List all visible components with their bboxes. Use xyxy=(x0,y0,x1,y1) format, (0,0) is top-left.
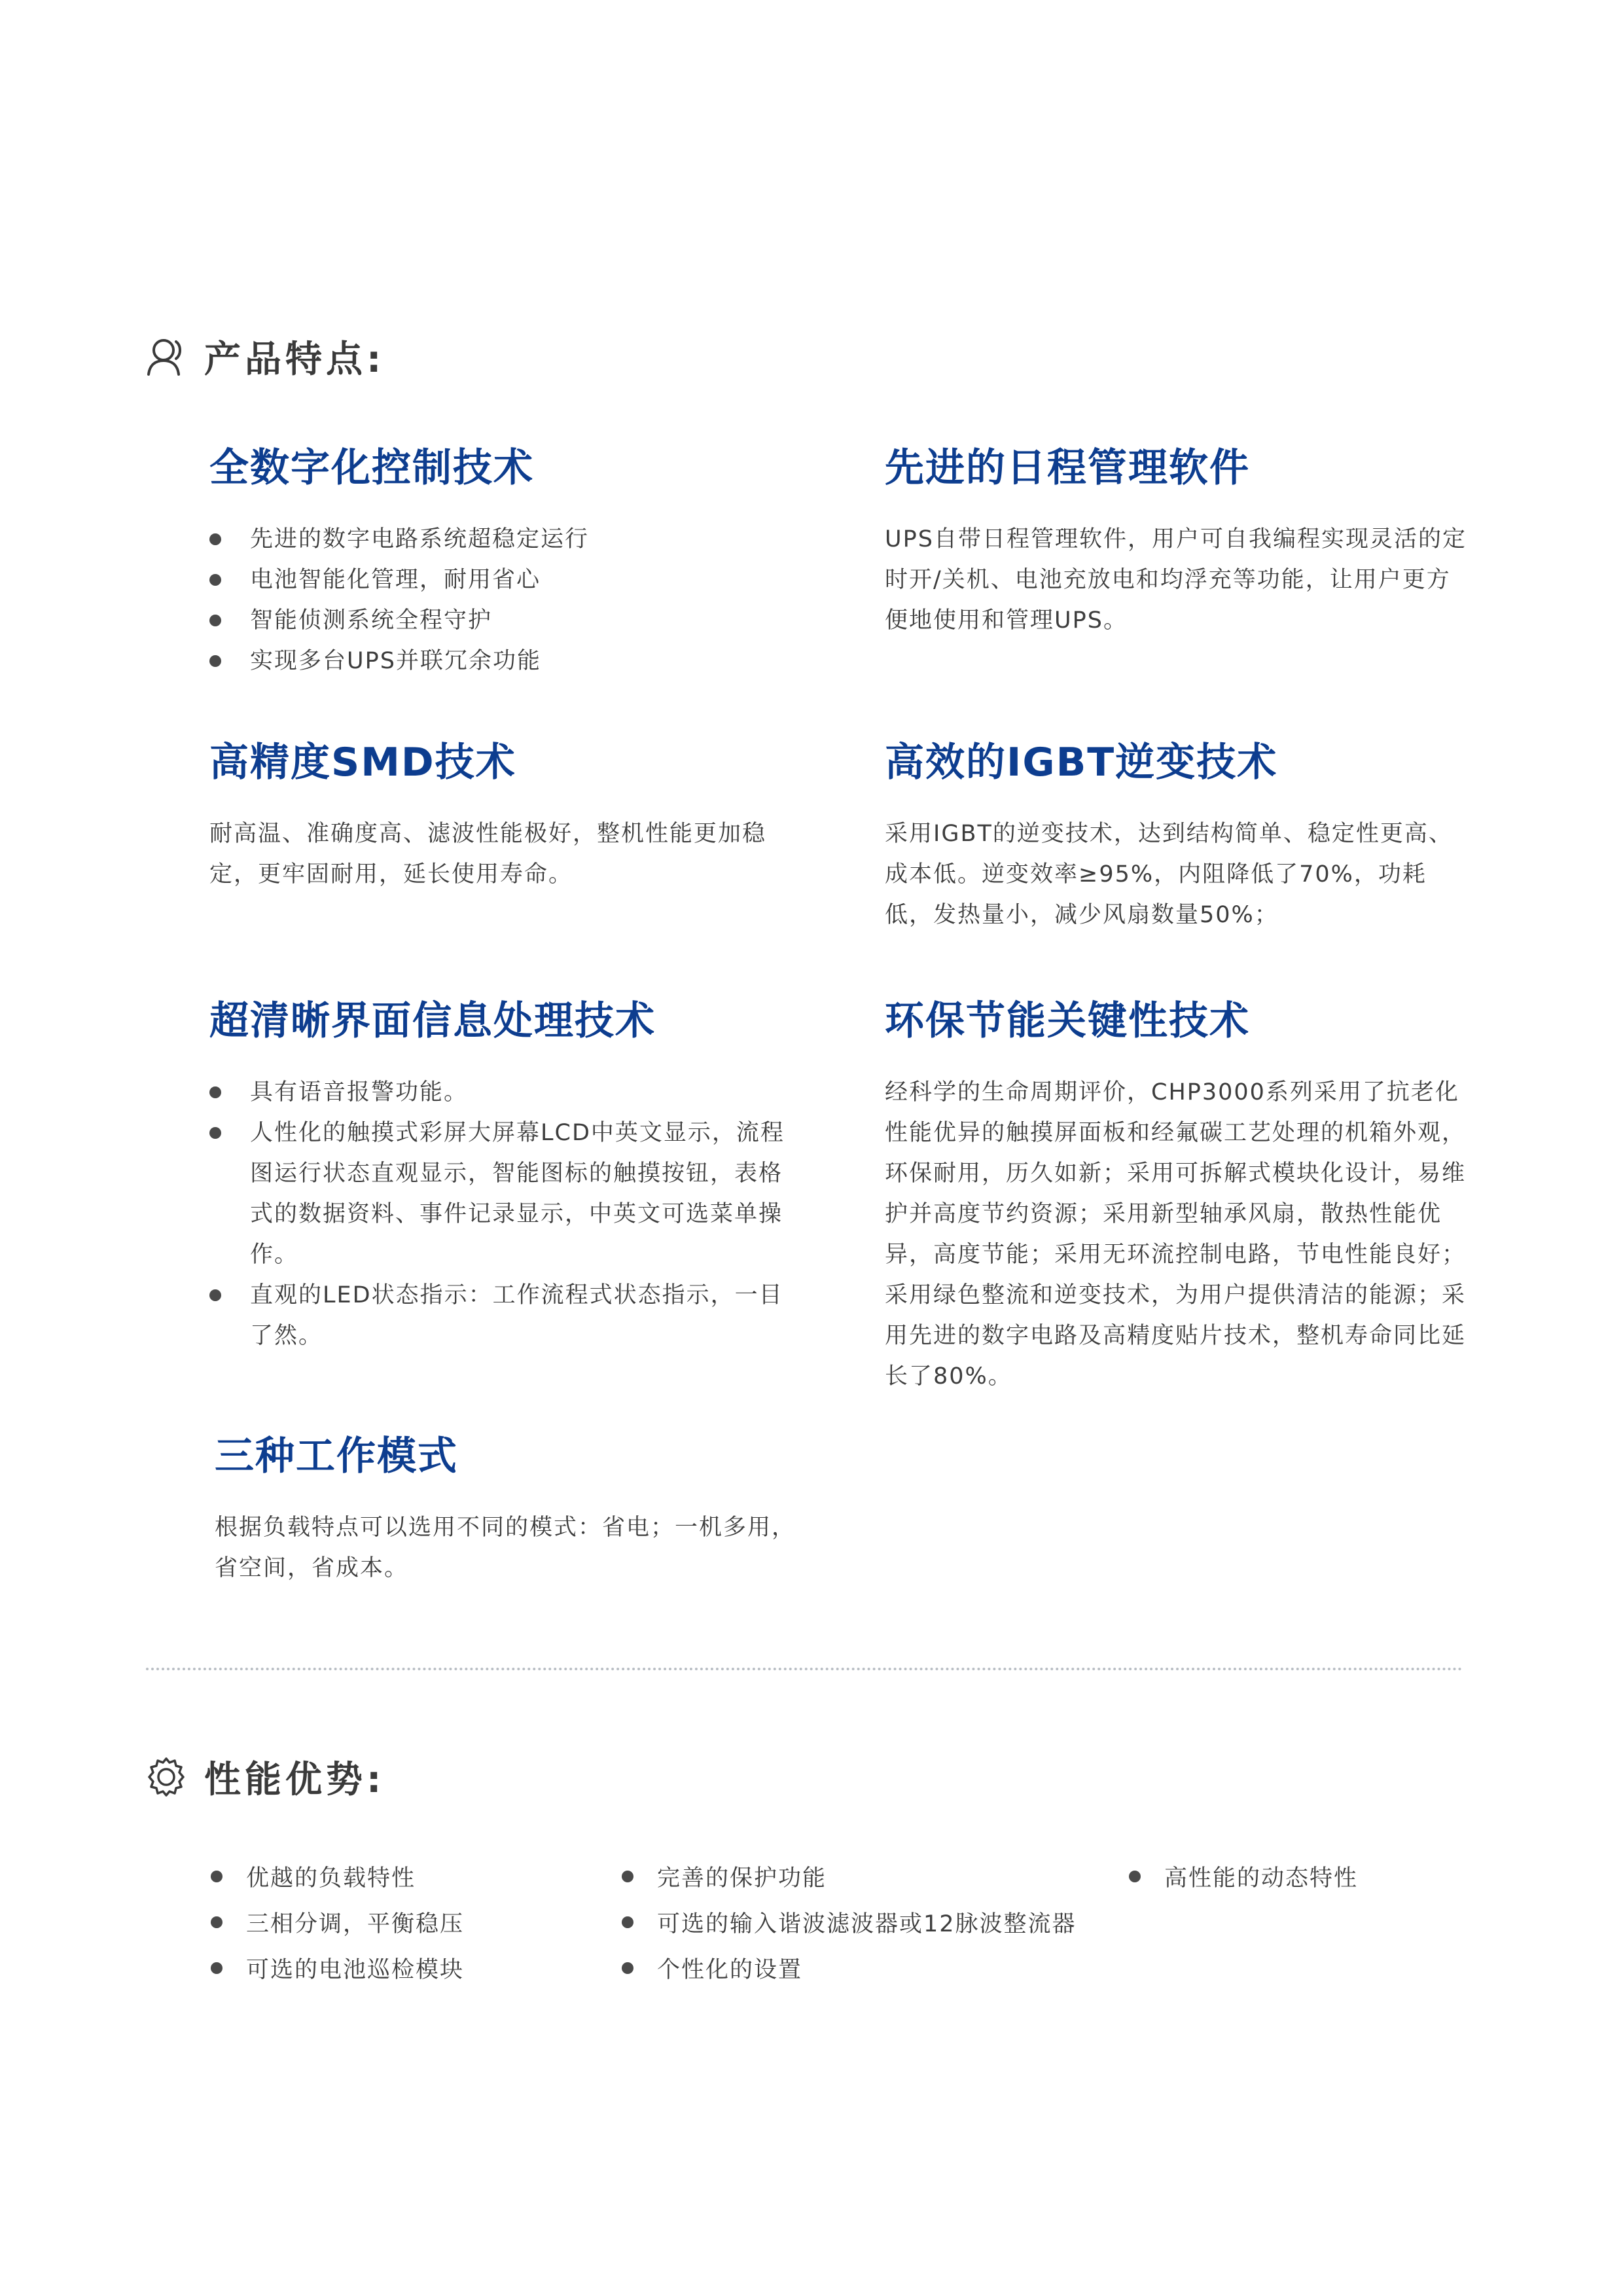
list-item: 先进的数字电路系统超稳定运行 xyxy=(209,519,798,560)
list-item: 直观的LED状态指示：工作流程式状态指示，一目了然。 xyxy=(209,1275,798,1356)
feature-interface xyxy=(209,995,798,1356)
feature-title: 高精度SMD技术 xyxy=(209,740,516,785)
list-item: 可选的输入谐波滤波器或12脉波整流器 xyxy=(622,1908,1077,1941)
bullet-icon xyxy=(1129,1871,1141,1882)
list-item: 可选的电池巡检模块 xyxy=(211,1954,464,1986)
feature-description: 采用IGBT的逆变技术，达到结构简单、稳定性更高、成本低。逆变效率≥95%，内阻降低了70%，功耗低，发热量小，减少风扇数量50%； xyxy=(885,821,1453,928)
list-item: 人性化的触摸式彩屏大屏幕LCD中英文显示，流程图运行状态直观显示，智能图标的触摸按钮，表格式的数据资料、事件记录显示，中英文可选菜单操作。 xyxy=(209,1113,798,1275)
section-divider xyxy=(146,1668,1463,1670)
feature-eco xyxy=(885,995,1474,1397)
list-item: 个性化的设置 xyxy=(622,1954,802,1986)
gear-icon xyxy=(145,1756,187,1798)
features-section-header xyxy=(145,331,385,383)
bullet-icon xyxy=(622,1871,633,1882)
bullet-icon xyxy=(209,655,221,667)
feature-digital-control xyxy=(209,442,798,681)
feature-bullet-list xyxy=(209,519,798,681)
bullet-icon xyxy=(622,1916,633,1928)
list-item: 完善的保护功能 xyxy=(622,1862,827,1895)
feature-title: 高效的IGBT逆变技术 xyxy=(885,740,1278,785)
feature-description: 根据负载特点可以选用不同的模式：省电；一机多用，省空间，省成本。 xyxy=(215,1515,796,1581)
bullet-icon xyxy=(211,1916,223,1928)
list-item: 实现多台UPS并联冗余功能 xyxy=(209,641,798,681)
feature-title: 先进的日程管理软件 xyxy=(885,445,1250,491)
bullet-icon xyxy=(209,615,221,626)
performance-section-header xyxy=(145,1751,385,1803)
feature-schedule-software xyxy=(885,442,1474,641)
features-section-title: 产品特点: xyxy=(204,338,385,381)
feature-description: 耐高温、准确度高、滤波性能极好，整机性能更加稳定，更牢固耐用，延长使用寿命。 xyxy=(209,821,767,888)
list-item: 优越的负载特性 xyxy=(211,1862,416,1895)
list-item: 具有语音报警功能。 xyxy=(209,1072,798,1113)
feature-modes xyxy=(215,1430,804,1588)
feature-title: 全数字化控制技术 xyxy=(209,445,534,491)
list-item: 电池智能化管理，耐用省心 xyxy=(209,560,798,600)
feature-bullet-list xyxy=(209,1072,798,1356)
feature-title: 环保节能关键性技术 xyxy=(885,998,1250,1044)
bullet-icon xyxy=(209,1086,221,1098)
bullet-icon xyxy=(622,1962,633,1974)
feature-smd xyxy=(209,736,798,895)
bullet-icon xyxy=(209,1289,221,1301)
feature-title: 三种工作模式 xyxy=(215,1433,458,1479)
list-item: 智能侦测系统全程守护 xyxy=(209,600,798,641)
performance-section-title: 性能优势: xyxy=(204,1759,385,1801)
bullet-icon xyxy=(209,1127,221,1139)
list-item: 三相分调，平衡稳压 xyxy=(211,1908,464,1941)
feature-title: 超清晰界面信息处理技术 xyxy=(209,998,656,1044)
bullet-icon xyxy=(211,1871,223,1882)
feature-description: 经科学的生命周期评价，CHP3000系列采用了抗老化性能优异的触摸屏面板和经氟碳工艺处理的机箱外观，环保耐用，历久如新；采用可拆解式模块化设计，易维护并高度节约资源；采用新型轴承风扇，散热性能优异，高度节能；采用无环流控制电路，节电性能良好；采用绿色整流和逆变技术，为用户提供清洁的能源；采用先进的数字电路及高精度贴片技术，整机寿命同比延长了80%。 xyxy=(885,1079,1467,1390)
feature-description: UPS自带日程管理软件，用户可自我编程实现灵活的定时开/关机、电池充放电和均浮充等功能，让用户更方便地使用和管理UPS。 xyxy=(885,526,1467,634)
bullet-icon xyxy=(211,1962,223,1974)
bullet-icon xyxy=(209,574,221,586)
list-item: 高性能的动态特性 xyxy=(1129,1862,1358,1895)
bullet-icon xyxy=(209,533,221,545)
user-icon xyxy=(145,336,187,378)
feature-igbt xyxy=(885,736,1474,935)
